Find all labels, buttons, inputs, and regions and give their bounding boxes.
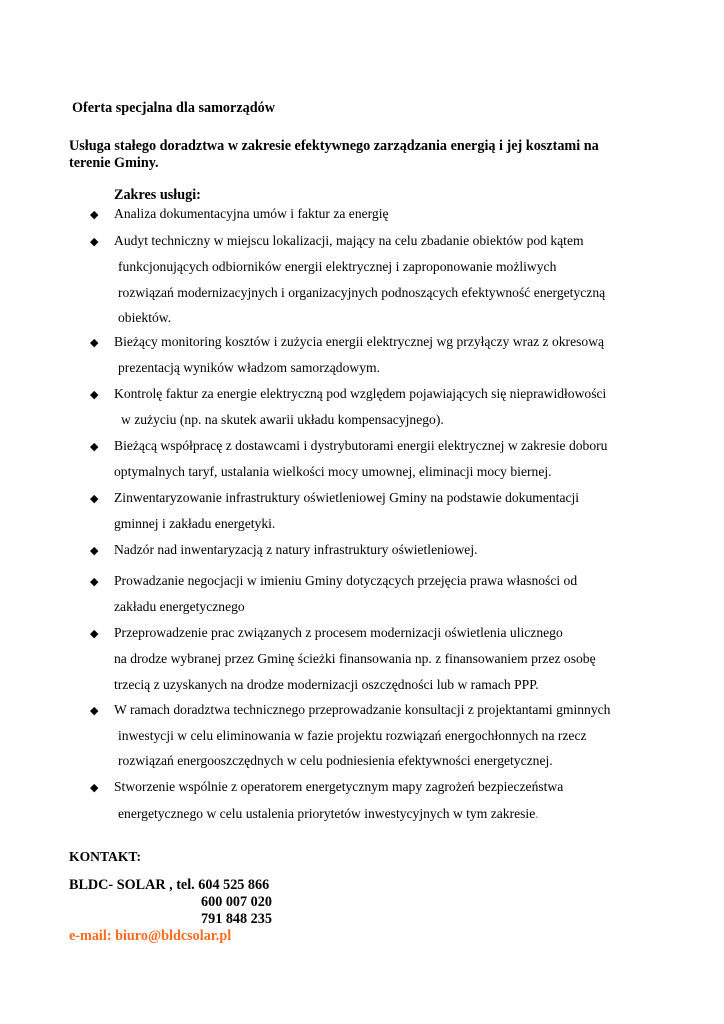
list-item-line: prezentacją wyników władzom samorządowym. — [118, 360, 380, 375]
diamond-bullet-icon: ◆ — [90, 545, 99, 557]
diamond-bullet-icon: ◆ — [90, 441, 99, 453]
diamond-bullet-icon: ◆ — [90, 236, 99, 248]
diamond-bullet-icon: ◆ — [90, 389, 99, 401]
contact-label: KONTAKT: — [69, 849, 141, 864]
list-item-line: funkcjonujących odbiorników energii elektrycznej i zaproponowanie możliwych — [118, 259, 557, 274]
diamond-bullet-icon: ◆ — [90, 337, 99, 349]
diamond-bullet-icon: ◆ — [90, 576, 99, 588]
service-title-line-1: Usługa stałego doradztwa w zakresie efektywnego zarządzania energią i jej kosztami na — [69, 138, 599, 154]
list-item-line: Bieżącą współpracę z dostawcami i dystrybutorami energii elektrycznej w zakresie doboru — [114, 438, 608, 453]
scope-label: Zakres usługi: — [114, 187, 201, 203]
list-item-line: obiektów. — [118, 310, 172, 325]
list-item-line: Analiza dokumentacyjna umów i faktur za energię — [114, 206, 389, 221]
list-item-line: rozwiązań energooszczędnych w celu podniesienia efektywności energetycznej. — [118, 753, 553, 768]
list-item-line: Kontrolę faktur za energie elektryczną pod względem pojawiających się nieprawidłowości — [114, 386, 607, 401]
list-item-line: Audyt techniczny w miejscu lokalizacji, mający na celu zbadanie obiektów pod kątem — [114, 233, 584, 248]
list-item-line: trzecią z uzyskanych na drodze modernizacji oszczędności lub w ramach PPP. — [114, 677, 539, 692]
service-title-line-2: terenie Gminy. — [69, 155, 159, 171]
list-item-line: Prowadzanie negocjacji w imieniu Gminy dotyczących przejęcia prawa własności od — [114, 573, 578, 588]
diamond-bullet-icon: ◆ — [90, 782, 99, 794]
contact-email-link[interactable]: e-mail: biuro@bldcsolar.pl — [69, 928, 232, 944]
diamond-bullet-icon: ◆ — [90, 209, 99, 221]
list-item-line: inwestycji w celu eliminowania w fazie projektu rozwiązań energochłonnych na rzecz — [118, 728, 587, 743]
list-item-line: Bieżący monitoring kosztów i zużycia energii elektrycznej wg przyłączy wraz z okresową — [114, 334, 605, 349]
list-item-line: Stworzenie wspólnie z operatorem energetycznym mapy zagrożeń bezpieczeństwa — [114, 779, 564, 794]
list-item-line-text: energetycznego w celu ustalenia priorytetów inwestycyjnych w tym zakresie — [118, 806, 536, 821]
list-item-line: w zużyciu (np. na skutek awarii układu kompensacyjnego). — [121, 412, 444, 427]
contact-company-phone: BLDC- SOLAR , tel. 604 525 866 — [69, 877, 270, 893]
list-item-line: Zinwentaryzowanie infrastruktury oświetleniowej Gminy na podstawie dokumentacji — [114, 490, 580, 505]
contact-phone-3: 791 848 235 — [201, 911, 272, 927]
offer-heading: Oferta specjalna dla samorządów — [72, 100, 275, 116]
trailing-mark: . — [535, 806, 539, 821]
contact-phone-2: 600 007 020 — [201, 894, 272, 910]
diamond-bullet-icon: ◆ — [90, 705, 99, 717]
list-item-line: optymalnych taryf, ustalania wielkości mocy umownej, eliminacji mocy biernej. — [114, 464, 552, 479]
list-item-line: zakładu energetycznego — [114, 599, 245, 614]
list-item-line: na drodze wybranej przez Gminę ścieżki finansowania np. z finansowaniem przez osobę — [114, 651, 596, 666]
list-item-line: rozwiązań modernizacyjnych i organizacyjnych podnoszących efektywność energetyczną — [118, 285, 606, 300]
diamond-bullet-icon: ◆ — [90, 493, 99, 505]
list-item-line: Nadzór nad inwentaryzacją z natury infrastruktury oświetleniowej. — [114, 542, 478, 557]
list-item-line: W ramach doradztwa technicznego przeprowadzanie konsultacji z projektantami gminnych — [114, 702, 611, 717]
list-item-line: gminnej i zakładu energetyki. — [114, 516, 276, 531]
list-item-line: Przeprowadzenie prac związanych z procesem modernizacji oświetlenia ulicznego — [114, 625, 563, 640]
diamond-bullet-icon: ◆ — [90, 628, 99, 640]
list-item-line — [118, 806, 539, 822]
